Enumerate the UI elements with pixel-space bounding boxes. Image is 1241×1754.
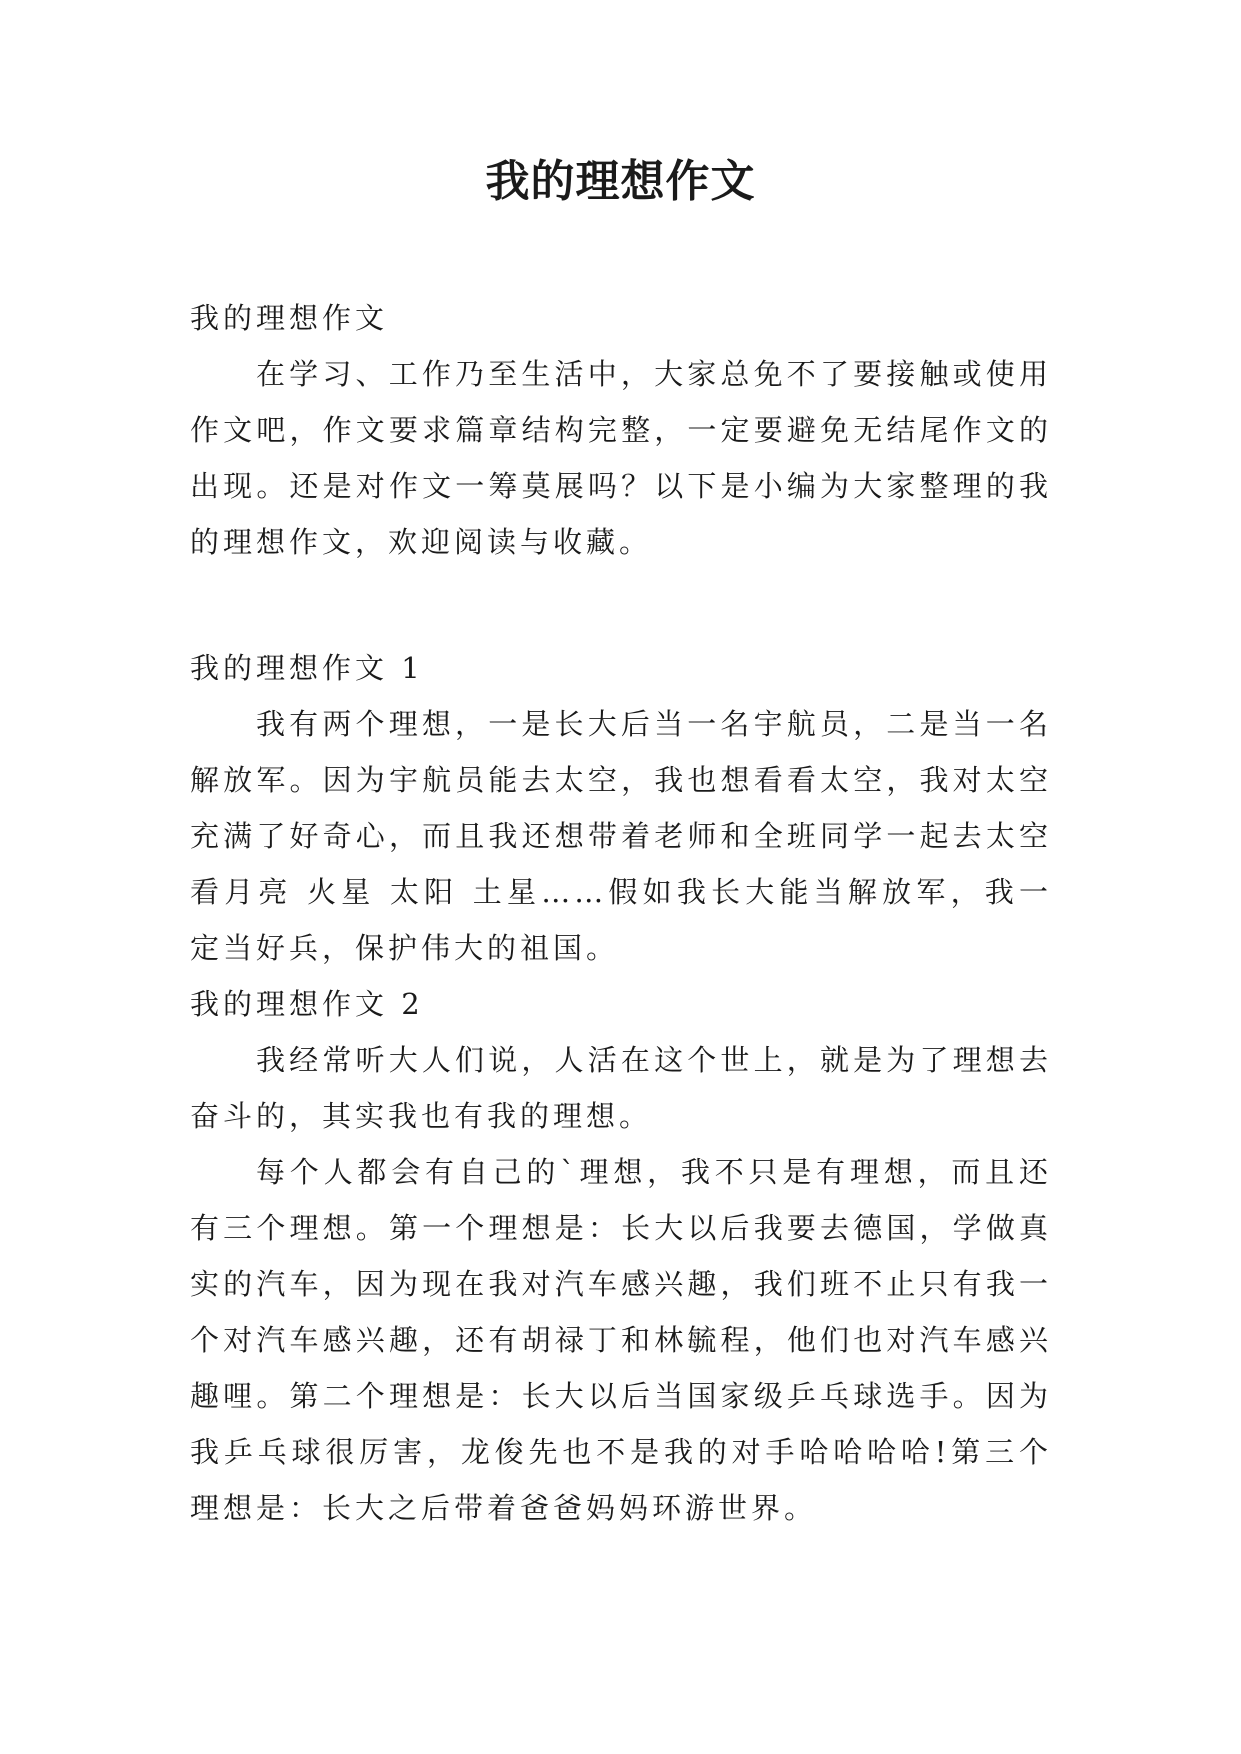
essay-1-paragraph: 我有两个理想，一是长大后当一名宇航员，二是当一名解放军。因为宇航员能去太空，我也想看看太空，我对太空充满了好奇心，而且我还想带着老师和全班同学一起去太空看月亮 火星 太阳 土星……假如我长大能当解放军，我一定当好兵，保护伟大的祖国。 — [190, 707, 1052, 965]
intro-paragraph: 在学习、工作乃至生活中，大家总免不了要接触或使用作文吧，作文要求篇章结构完整，一定要避免无结尾作文的出现。还是对作文一筹莫展吗？以下是小编为大家整理的我的理想作文，欢迎阅读与收藏。 — [190, 357, 1052, 559]
essay-1-heading: 我的理想作文 1 — [190, 651, 424, 685]
essay-2-heading: 我的理想作文 2 — [190, 987, 424, 1021]
intro-section — [190, 290, 1052, 570]
essays-section — [190, 640, 1052, 1536]
essay-2-paragraph-1: 我经常听大人们说，人活在这个世上，就是为了理想去奋斗的，其实我也有我的理想。 — [190, 1043, 1052, 1133]
intro-heading: 我的理想作文 — [190, 301, 389, 335]
document-title: 我的理想作文 — [485, 156, 756, 207]
essay-2-paragraph-2: 每个人都会有自己的`理想，我不只是有理想，而且还有三个理想。第一个理想是：长大以后我要去德国，学做真实的汽车，因为现在我对汽车感兴趣，我们班不止只有我一个对汽车感兴趣，还有胡禄丁和林毓程，他们也对汽车感兴趣哩。第二个理想是：长大以后当国家级乒乓球选手。因为我乒乓球很厉害，龙俊先也不是我的对手哈哈哈哈!第三个理想是：长大之后带着爸爸妈妈环游世界。 — [190, 1155, 1052, 1525]
